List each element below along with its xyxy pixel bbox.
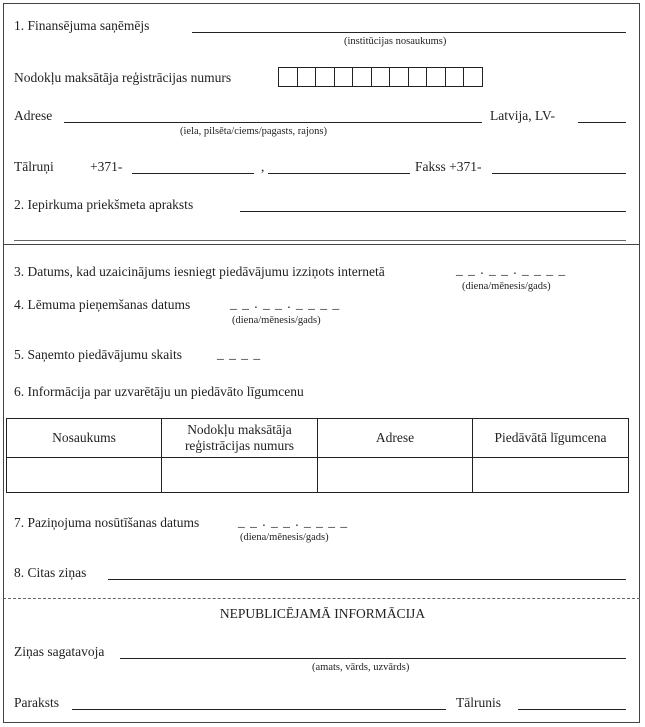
item5-count-field[interactable]: _ _ _ _ xyxy=(217,346,262,361)
tax-reg-box[interactable] xyxy=(371,67,391,87)
item4-hint: (diena/mēnesis/gads) xyxy=(232,315,321,326)
table-header: Adrese xyxy=(318,419,473,458)
table-row xyxy=(7,458,629,493)
table-header: Piedāvātā līgumcena xyxy=(473,419,629,458)
tax-reg-box[interactable] xyxy=(426,67,446,87)
fax-field[interactable] xyxy=(492,173,626,174)
tax-reg-box[interactable] xyxy=(445,67,465,87)
item3-date-field[interactable]: _ _ . _ _ . _ _ _ _ xyxy=(456,262,567,277)
table-header: Nodokļu maksātāja reģistrācijas numurs xyxy=(162,419,318,458)
tax-reg-box[interactable] xyxy=(278,67,298,87)
tax-reg-box[interactable] xyxy=(463,67,483,87)
tax-reg-box[interactable] xyxy=(315,67,335,87)
item2-field[interactable] xyxy=(240,211,626,212)
recipient-hint: (institūcijas nosaukums) xyxy=(344,36,447,47)
unpublished-title: NEPUBLICĒJAMĀ INFORMĀCIJA xyxy=(219,606,426,621)
item8-label: 8. Citas ziņas xyxy=(14,565,87,580)
prepared-field[interactable] xyxy=(120,658,626,659)
phone-prefix: +371- xyxy=(90,159,123,174)
table-header: Nosaukums xyxy=(7,419,162,458)
prepared-label: Ziņas sagatavoja xyxy=(14,644,105,659)
phone-label: Tālruņi xyxy=(14,159,54,174)
recipient-label: 1. Finansējuma saņēmējs xyxy=(14,18,150,33)
item8-field[interactable] xyxy=(108,579,626,580)
item2-field-line2[interactable] xyxy=(14,240,626,241)
tax-reg-box[interactable] xyxy=(334,67,354,87)
phone-field-1[interactable] xyxy=(132,173,254,174)
item4-label: 4. Lēmuma pieņemšanas datums xyxy=(14,297,191,312)
tax-reg-label: Nodokļu maksātāja reģistrācijas numurs xyxy=(14,70,232,85)
winner-table xyxy=(6,418,629,493)
tax-reg-box[interactable] xyxy=(297,67,317,87)
signature-phone-field[interactable] xyxy=(518,709,626,710)
signature-phone-label: Tālrunis xyxy=(456,695,501,710)
phone-field-2[interactable] xyxy=(268,173,410,174)
item3-hint: (diena/mēnesis/gads) xyxy=(462,281,551,292)
address-hint: (iela, pilsēta/ciems/pagasts, rajons) xyxy=(180,126,327,137)
postal-code-field[interactable] xyxy=(578,122,626,123)
address-label: Adrese xyxy=(14,108,53,123)
item7-date-field[interactable]: _ _ . _ _ . _ _ _ _ xyxy=(238,514,349,529)
table-cell[interactable] xyxy=(162,458,318,493)
table-cell[interactable] xyxy=(473,458,629,493)
country-label: Latvija, LV- xyxy=(490,108,555,123)
item6-label: 6. Informācija par uzvarētāju un piedāvāto līgumcenu xyxy=(14,384,304,399)
item7-label: 7. Paziņojuma nosūtīšanas datums xyxy=(14,515,200,530)
prepared-hint: (amats, vārds, uzvārds) xyxy=(312,662,410,673)
recipient-field[interactable] xyxy=(192,32,626,33)
section-divider xyxy=(3,244,640,245)
address-field[interactable] xyxy=(64,122,482,123)
table-header-row xyxy=(7,419,629,458)
item3-label: 3. Datums, kad uzaicinājums iesniegt piedāvājumu izziņots internetā xyxy=(14,264,385,279)
phone-separator: , xyxy=(261,159,265,174)
signature-label: Paraksts xyxy=(14,695,59,710)
tax-reg-box[interactable] xyxy=(389,67,409,87)
table-cell[interactable] xyxy=(7,458,162,493)
fax-label: Fakss +371- xyxy=(415,159,482,174)
signature-field[interactable] xyxy=(72,709,446,710)
tax-reg-boxes[interactable] xyxy=(278,67,482,87)
item2-label: 2. Iepirkuma priekšmeta apraksts xyxy=(14,197,194,212)
table-cell[interactable] xyxy=(318,458,473,493)
item5-label: 5. Saņemto piedāvājumu skaits xyxy=(14,347,182,362)
tax-reg-box[interactable] xyxy=(352,67,372,87)
unpublished-divider xyxy=(3,598,640,599)
item7-hint: (diena/mēnesis/gads) xyxy=(240,532,329,543)
tax-reg-box[interactable] xyxy=(408,67,428,87)
item4-date-field[interactable]: _ _ . _ _ . _ _ _ _ xyxy=(230,296,341,311)
